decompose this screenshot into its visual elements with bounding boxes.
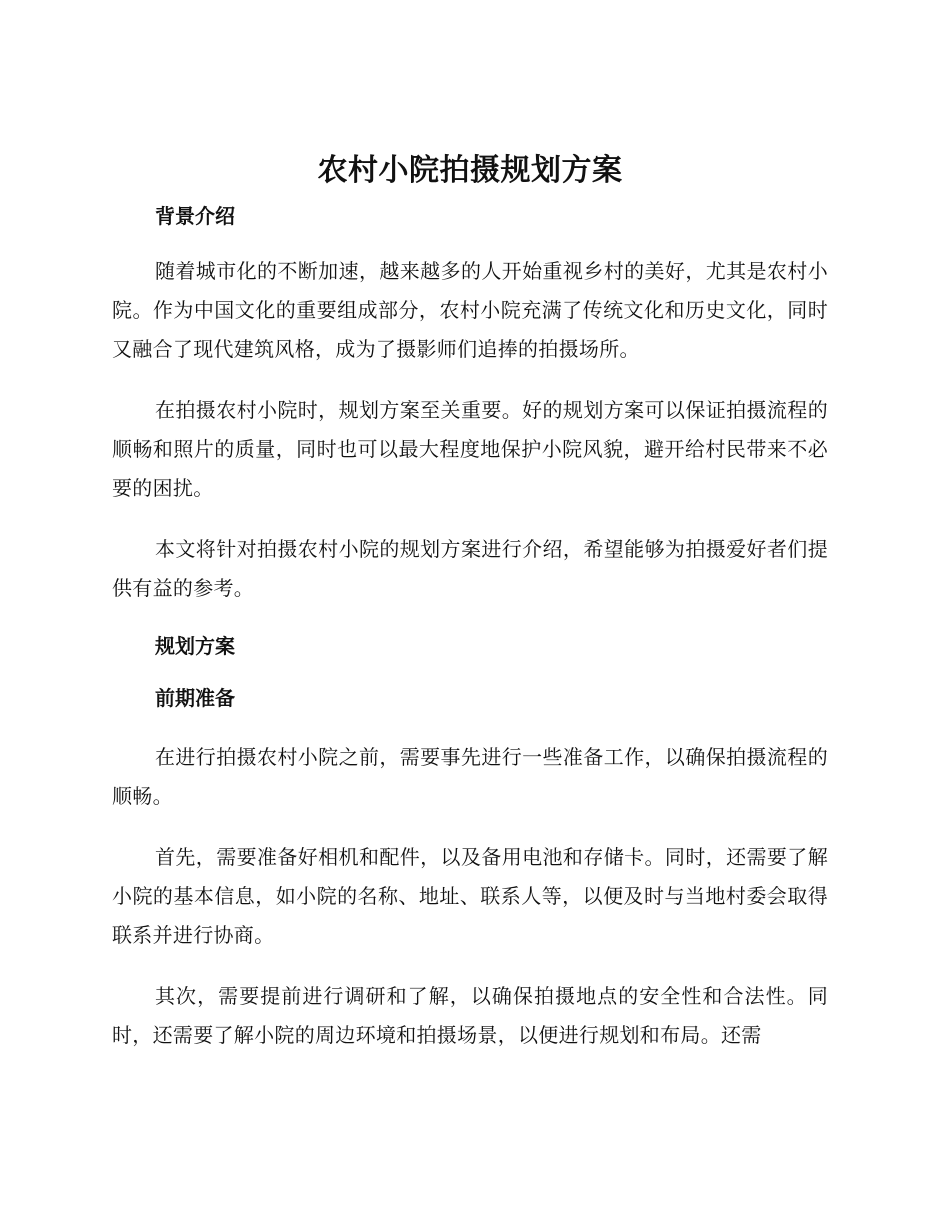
paragraph: 本文将针对拍摄农村小院的规划方案进行介绍，希望能够为拍摄爱好者们提供有益的参考。 xyxy=(112,537,828,600)
paragraph: 在进行拍摄农村小院之前，需要事先进行一些准备工作，以确保拍摄流程的顺畅。 xyxy=(112,745,828,808)
document-body xyxy=(112,148,828,1077)
document-title: 农村小院拍摄规划方案 xyxy=(317,153,623,188)
section-heading-preparation: 前期准备 xyxy=(155,686,235,710)
section-heading-background: 背景介绍 xyxy=(155,204,235,228)
paragraph: 在拍摄农村小院时，规划方案至关重要。好的规划方案可以保证拍摄流程的顺畅和照片的质量，同时也可以最大程度地保护小院风貌，避开给村民带来不必要的困扰。 xyxy=(112,398,828,500)
paragraph: 其次，需要提前进行调研和了解，以确保拍摄地点的安全性和合法性。同时，还需要了解小院的周边环境和拍摄场景，以便进行规划和布局。还需 xyxy=(112,984,828,1047)
section-heading-plan: 规划方案 xyxy=(155,634,235,658)
paragraph: 首先，需要准备好相机和配件，以及备用电池和存储卡。同时，还需要了解小院的基本信息，如小院的名称、地址、联系人等，以便及时与当地村委会取得联系并进行协商。 xyxy=(112,845,828,947)
paragraph: 随着城市化的不断加速，越来越多的人开始重视乡村的美好，尤其是农村小院。作为中国文化的重要组成部分，农村小院充满了传统文化和历史文化，同时又融合了现代建筑风格，成为了摄影师们追捧的拍摄场所。 xyxy=(112,259,828,361)
